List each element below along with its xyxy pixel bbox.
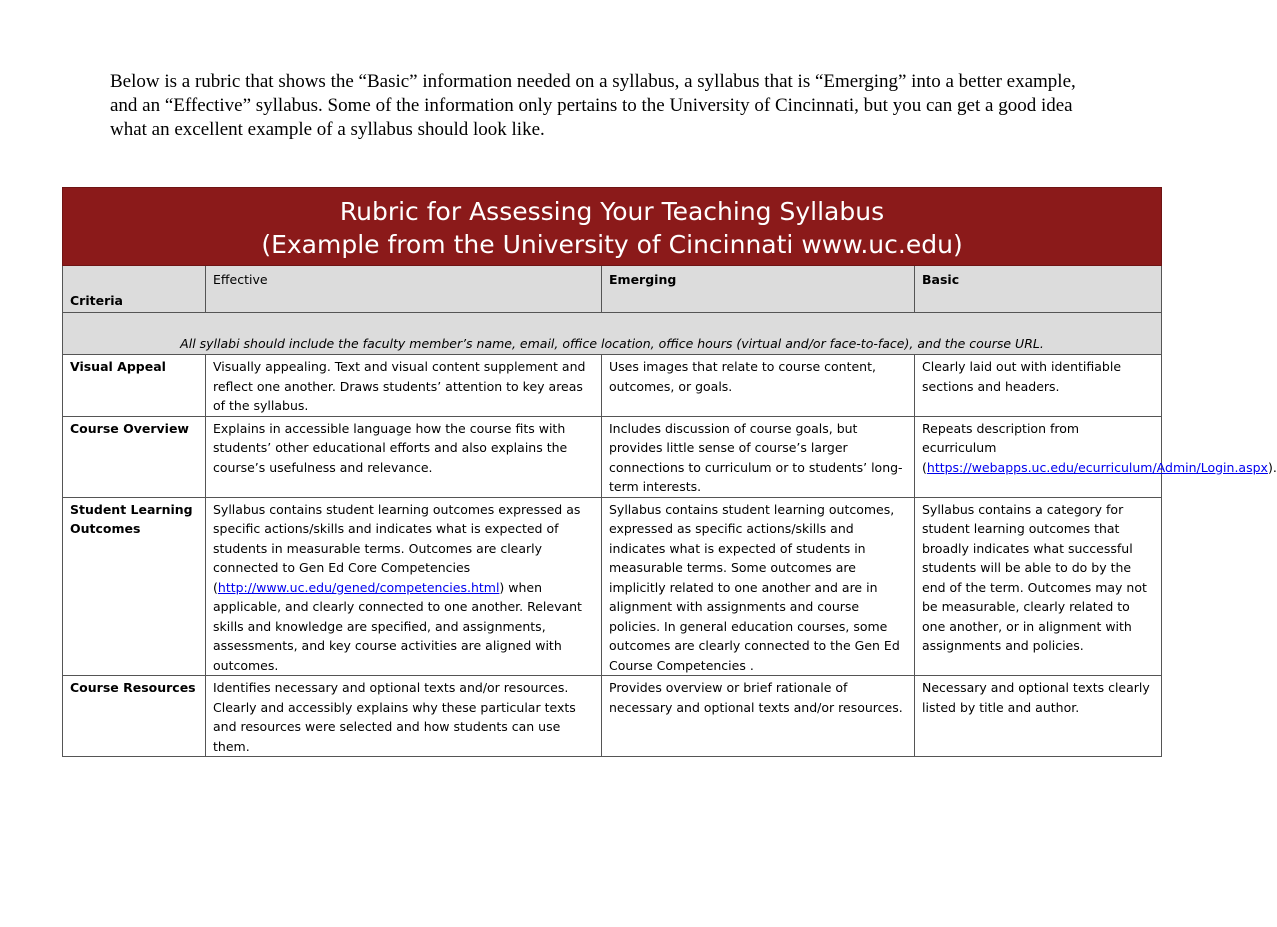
header-basic: Basic [915,266,1162,313]
resources-emerging-cell: Provides overview or brief rationale of necessary and optional texts and/or resources. [602,676,915,757]
header-criteria: Criteria [63,266,206,313]
note-row [63,313,1162,355]
banner-title: Rubric for Assessing Your Teaching Syllabus [339,197,885,226]
overview-basic-text: Repeats description from ecurriculum ( [922,420,1080,475]
criteria-course-resources: Course Resources [63,676,206,757]
visual-effective-cell: Visually appealing. Text and visual content supplement and reflect one another. Draws students’ attention to key areas of the syllabus. [206,355,602,417]
gened-competencies-link[interactable]: http://www.uc.edu/gened/competencies.html [217,579,500,595]
outcomes-basic-cell: Syllabus contains a category for student learning outcomes that broadly indicates what successful students will be able to do by the end of the term. Outcomes may not be measurable, clearly related to one another, or in alignment with assignments and policies. [915,497,1162,676]
resources-basic-cell: Necessary and optional texts clearly listed by title and author. [915,676,1162,757]
table-row [63,355,1162,417]
outcomes-emerging-cell: Syllabus contains student learning outcomes, expressed as specific actions/skills and indicates what is expected of students in measurable terms. Some outcomes are implicitly related to one another and are in alignment with assignments and course policies. In general education courses, some outcomes are clearly connected to the Gen Ed Course Competencies . [602,497,915,676]
overview-effective-cell: Explains in accessible language how the course fits with students’ other educational efforts and also explains the course’s usefulness and relevance. [206,416,602,497]
overview-basic-cell [915,416,1277,497]
banner-row [63,188,1162,266]
visual-emerging-cell: Uses images that relate to course content, outcomes, or goals. [602,355,915,417]
header-emerging: Emerging [602,266,915,313]
criteria-student-learning-outcomes: Student Learning Outcomes [63,497,206,676]
overview-basic-text-end: ). [1267,459,1277,475]
outcomes-effective-text: Syllabus contains student learning outcomes expressed as specific actions/skills and indicates what is expected of students in measurable terms. Outcomes are clearly connected to Gen Ed Core Competencies ( [213,501,581,595]
criteria-visual-appeal: Visual Appeal [63,355,206,417]
header-row [63,266,1162,313]
resources-effective-cell: Identifies necessary and optional texts and/or resources. Clearly and accessibly explains why these particular texts and resources were selected and how students can use them. [206,676,602,757]
outcomes-effective-cell [206,497,602,676]
overview-emerging-cell: Includes discussion of course goals, but provides little sense of course’s larger connections to curriculum or to students’ long-term interests. [602,416,915,497]
criteria-course-overview: Course Overview [63,416,206,497]
table-row [63,416,1162,497]
table-row [63,497,1162,676]
ecurriculum-link[interactable]: https://webapps.uc.edu/ecurriculum/Admin/Login.aspx [926,459,1268,475]
rubric-table [62,187,1277,757]
syllabi-note: All syllabi should include the faculty member’s name, email, office location, office hours (virtual and/or face-to-face), and the course URL. [63,313,1162,355]
header-effective: Effective [206,266,602,313]
banner-subtitle: (Example from the University of Cincinnati www.uc.edu) [261,230,963,259]
outcomes-effective-text-end: ) when applicable, and clearly connected to one another. Relevant skills and knowledge are specified, and assignments, assessments, and key course activities are aligned with outcomes. [213,579,582,673]
intro-paragraph: Below is a rubric that shows the “Basic” information needed on a syllabus, a syllabus that is “Emerging” into a better example, and an “Effective” syllabus. Some of the information only pertains to the University of Cincinnati, but you can get a good idea what an excellent example of a syllabus should look like. [110,71,1076,140]
table-row [63,676,1162,757]
rubric-banner [63,188,1162,266]
visual-basic-cell: Clearly laid out with identifiable sections and headers. [915,355,1162,417]
